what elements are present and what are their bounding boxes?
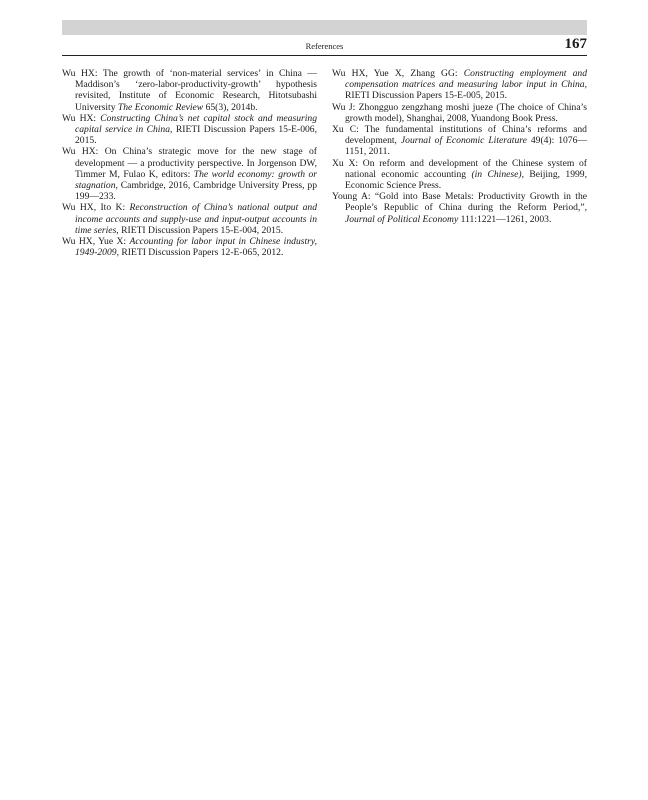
- ref-authors: Xu X:: [332, 157, 359, 169]
- reference-entry: [62, 202, 317, 236]
- ref-title: Reconstruction of China’s national output and income accounts and supply-use and input-output accounts in time series,: [75, 202, 318, 236]
- reference-entry: [62, 236, 317, 258]
- ref-source: Beijing, 1999, Economic Science Press.: [345, 168, 587, 192]
- ref-source: RIETI Discussion Papers 15-E-006, 2015.: [75, 124, 317, 147]
- reference-entry: [332, 124, 587, 158]
- ref-title: Accounting for labor input in Chinese industry, 1949-2009,: [75, 236, 317, 259]
- ref-source: RIETI Discussion Papers 15-E-004, 2015.: [121, 224, 284, 236]
- references-left-column: [62, 68, 317, 258]
- ref-authors: Wu J:: [332, 101, 356, 113]
- ref-source: 111:1221—1261, 2003.: [460, 213, 552, 225]
- ref-source: 65(3), 2014b.: [205, 101, 258, 113]
- reference-entry: [62, 146, 317, 202]
- ref-text: Zhongguo zengzhang moshi jueze (The choice of China’s growth model), Shanghai, 2008, Yuandong Book Press.: [345, 101, 588, 124]
- page-number: 167: [564, 36, 587, 52]
- ref-authors: Wu HX:: [62, 146, 99, 158]
- ref-authors: Xu C:: [332, 124, 359, 136]
- ref-authors: Wu HX:: [62, 68, 98, 79]
- ref-source: RIETI Discussion Papers 15-E-005, 2015.: [345, 90, 508, 102]
- ref-authors: Young A:: [332, 191, 371, 203]
- reference-entry: [332, 102, 587, 124]
- reference-entry: [332, 158, 587, 192]
- reference-entry: [62, 68, 317, 113]
- ref-title: Journal of Economic Literature: [400, 135, 527, 147]
- ref-authors: Wu HX, Ito K:: [62, 202, 126, 214]
- ref-text: On China’s strategic move for the new stage of development — a productivity perspective. In Jorgenson DW, Timmer M, Fulao K, editors:: [75, 146, 318, 180]
- ref-source: Cambridge, 2016, Cambridge University Press, pp 199—233.: [75, 180, 318, 203]
- ref-title: Journal of Political Economy: [345, 213, 459, 225]
- ref-authors: Wu HX, Yue X, Zhang GG:: [332, 68, 458, 79]
- ref-authors: Wu HX:: [62, 112, 97, 124]
- ref-title: Constructing employment and compensation matrices and measuring labor input in China,: [345, 68, 587, 91]
- ref-title: The Economic Review: [117, 101, 204, 113]
- ref-title: (in Chinese),: [471, 168, 524, 180]
- references-right-column: [332, 68, 587, 225]
- ref-authors: Wu HX, Yue X:: [62, 236, 127, 248]
- ref-text: The fundamental institutions of China’s reforms and development,: [345, 124, 587, 147]
- ref-source: 49(4): 1076—1151, 2011.: [345, 135, 587, 158]
- reference-entry: [332, 68, 587, 102]
- ref-title: The world economy: growth or stagnation,: [75, 168, 318, 192]
- reference-entry: [332, 191, 587, 225]
- header-rule: [62, 55, 587, 56]
- ref-source: RIETI Discussion Papers 12-E-065, 2012.: [121, 247, 284, 259]
- header-bar: [62, 20, 587, 35]
- ref-text: On reform and development of the Chinese system of national economic accounting: [345, 157, 587, 180]
- reference-entry: [62, 113, 317, 147]
- running-title: References: [305, 41, 344, 51]
- ref-text: “Gold into Base Metals: Productivity Growth in the People’s Republic of China during the Reform Period,”,: [345, 191, 587, 214]
- ref-text: The growth of ‘non-material services’ in China — Maddison’s ‘zero-labor-productivity-growth’ hypothesis revisited, Institute of Economic Research, Hitotsubashi University: [75, 68, 318, 113]
- ref-title: Constructing China’s net capital stock and measuring capital service in China,: [75, 112, 318, 136]
